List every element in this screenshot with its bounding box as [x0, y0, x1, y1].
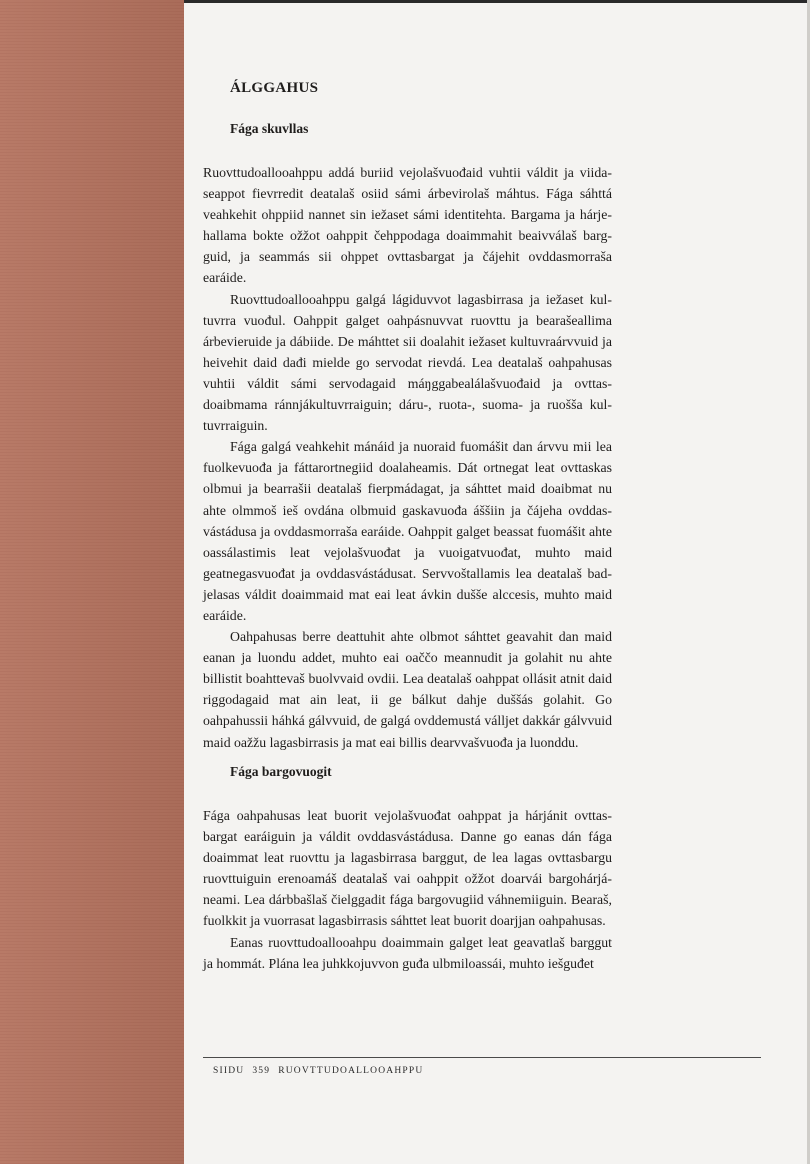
paragraph: Eanas ruovttudoallooahpu doaimmain galget leat geavatlaš barggut ja hommát. Plána lea juhkkojuvvon guđa ulbmiloassái, muhto iešguđet	[203, 934, 612, 971]
footer-page-number: 359	[252, 1066, 271, 1076]
footer-rule	[203, 1057, 761, 1058]
paragraph: Ruovttudoallooahppu addá buriid vejolašvuođaid vuhtii váldit ja viidaseappot fievrredit deatalaš osiid sámi árbevirolaš máhtus. Fága sáhttá veahkehit ohppiid nannet sin iežaset sámi identitehta. Bargama ja hárjehallama bokte ožžot oahppit čehppodaga doaimmahit beaivválaš bargguid, ja seammás sii ohppet ovttasbargat ja čájehit ovddasmorraša earáide.	[203, 165, 612, 286]
top-edge-rule	[184, 0, 810, 3]
paragraph: Oahpahusas berre deattuhit ahte olbmot sáhttet geavahit dan maid eanan ja luondu addet, muhto eai oaččo meannudit ja golahit nu ahte billistit boahttevaš buolvvaid ovdii. Lea deatalaš oahppat ollásit atnit daid riggodagaid mat ain leat, ii ge bálkut dahje duššás golahit. Go oahpahussii háhká gálvvuid, de galgá ovddemustá válljet dakkár gálvvuid maid oažžu lagasbirrasis ja mat eai billis dearvvašvuođa ja luonddu.	[203, 629, 612, 750]
footer-subject: RUOVTTUDOALLOOAHPPU	[278, 1066, 424, 1076]
footer-label: SIIDU	[213, 1066, 245, 1076]
paragraph: Fága oahpahusas leat buorit vejolašvuođat oahppat ja hárjánit ovttasbargat earáiguin ja váldit ovddasvástádusa. Danne go eanas dán fága doaimmat leat ruovttu ja lagasbirrasa barggut, de lea lagas ovttasbargu ruovttuiguin erenoamáš deatalaš vai oahppit ožžot doarvái bargohárjáneami. Lea dárbbašlaš čielggadit fága bargovugiid váhnemiiguin. Bearaš, fuolkkit ja vuorrasat lagasbirrasis sáhttet leat buorit doarjjan oahpahusas.	[203, 808, 612, 929]
paragraph: Fága galgá veahkehit mánáid ja nuoraid fuomášit dan árvvu mii lea fuolkevuođa ja fáttarortnegiid doalaheamis. Dát ortnegat leat ovttaskas olbmui ja bearrašii deatalaš fierpmádagat, ja sáhttet maid doaibmat nu ahte olmmoš ieš ovdána olbmuid gaskavuođa áššiin ja čájeha ovddasvástádusa ja ovddasmorraša earáide. Oahppit galget beassat fuomášit ahte oassálastimis leat vejolašvuođat ja vuoigatvuođat, muhto maid geatnegasvuođat ja ovddasvástádusat. Servvoštallamis lea deatalaš badjelasas váldit doaimmaid mat eai leat ávkin dušše alccesis, muhto maid earáide.	[203, 439, 612, 623]
section-body-faga-skuvllas	[203, 162, 612, 753]
section-body-faga-bargovuogit	[203, 805, 612, 974]
section-heading-faga-bargovuogit: Fága bargovuogit	[230, 764, 332, 779]
page-footer	[213, 1066, 423, 1076]
paragraph: Ruovttudoallooahppu galgá lágiduvvot lagasbirrasa ja iežaset kultuvrra vuođul. Oahppit galget oahpásnuvvat ruovttu ja bearašeallima árbevieruide ja dábiide. De máhttet sii doalahit iežaset kultuvraárvvuid ja heivehit daid dađi mielde go servodat rievdá. Lea deatalaš oahpahusas vuhtii váldit sámi servodagaid máŋggabealálašvuođaid ja ovttasdoaibmama ránnjákultuvrraiguin; dáru-, ruota-, suoma- ja ruošša kultuvrraiguin.	[203, 291, 612, 434]
decorative-side-band	[0, 0, 184, 1164]
chapter-title: ÁLGGAHUS	[230, 80, 319, 96]
section-heading-faga-skuvllas: Fága skuvllas	[230, 121, 309, 136]
